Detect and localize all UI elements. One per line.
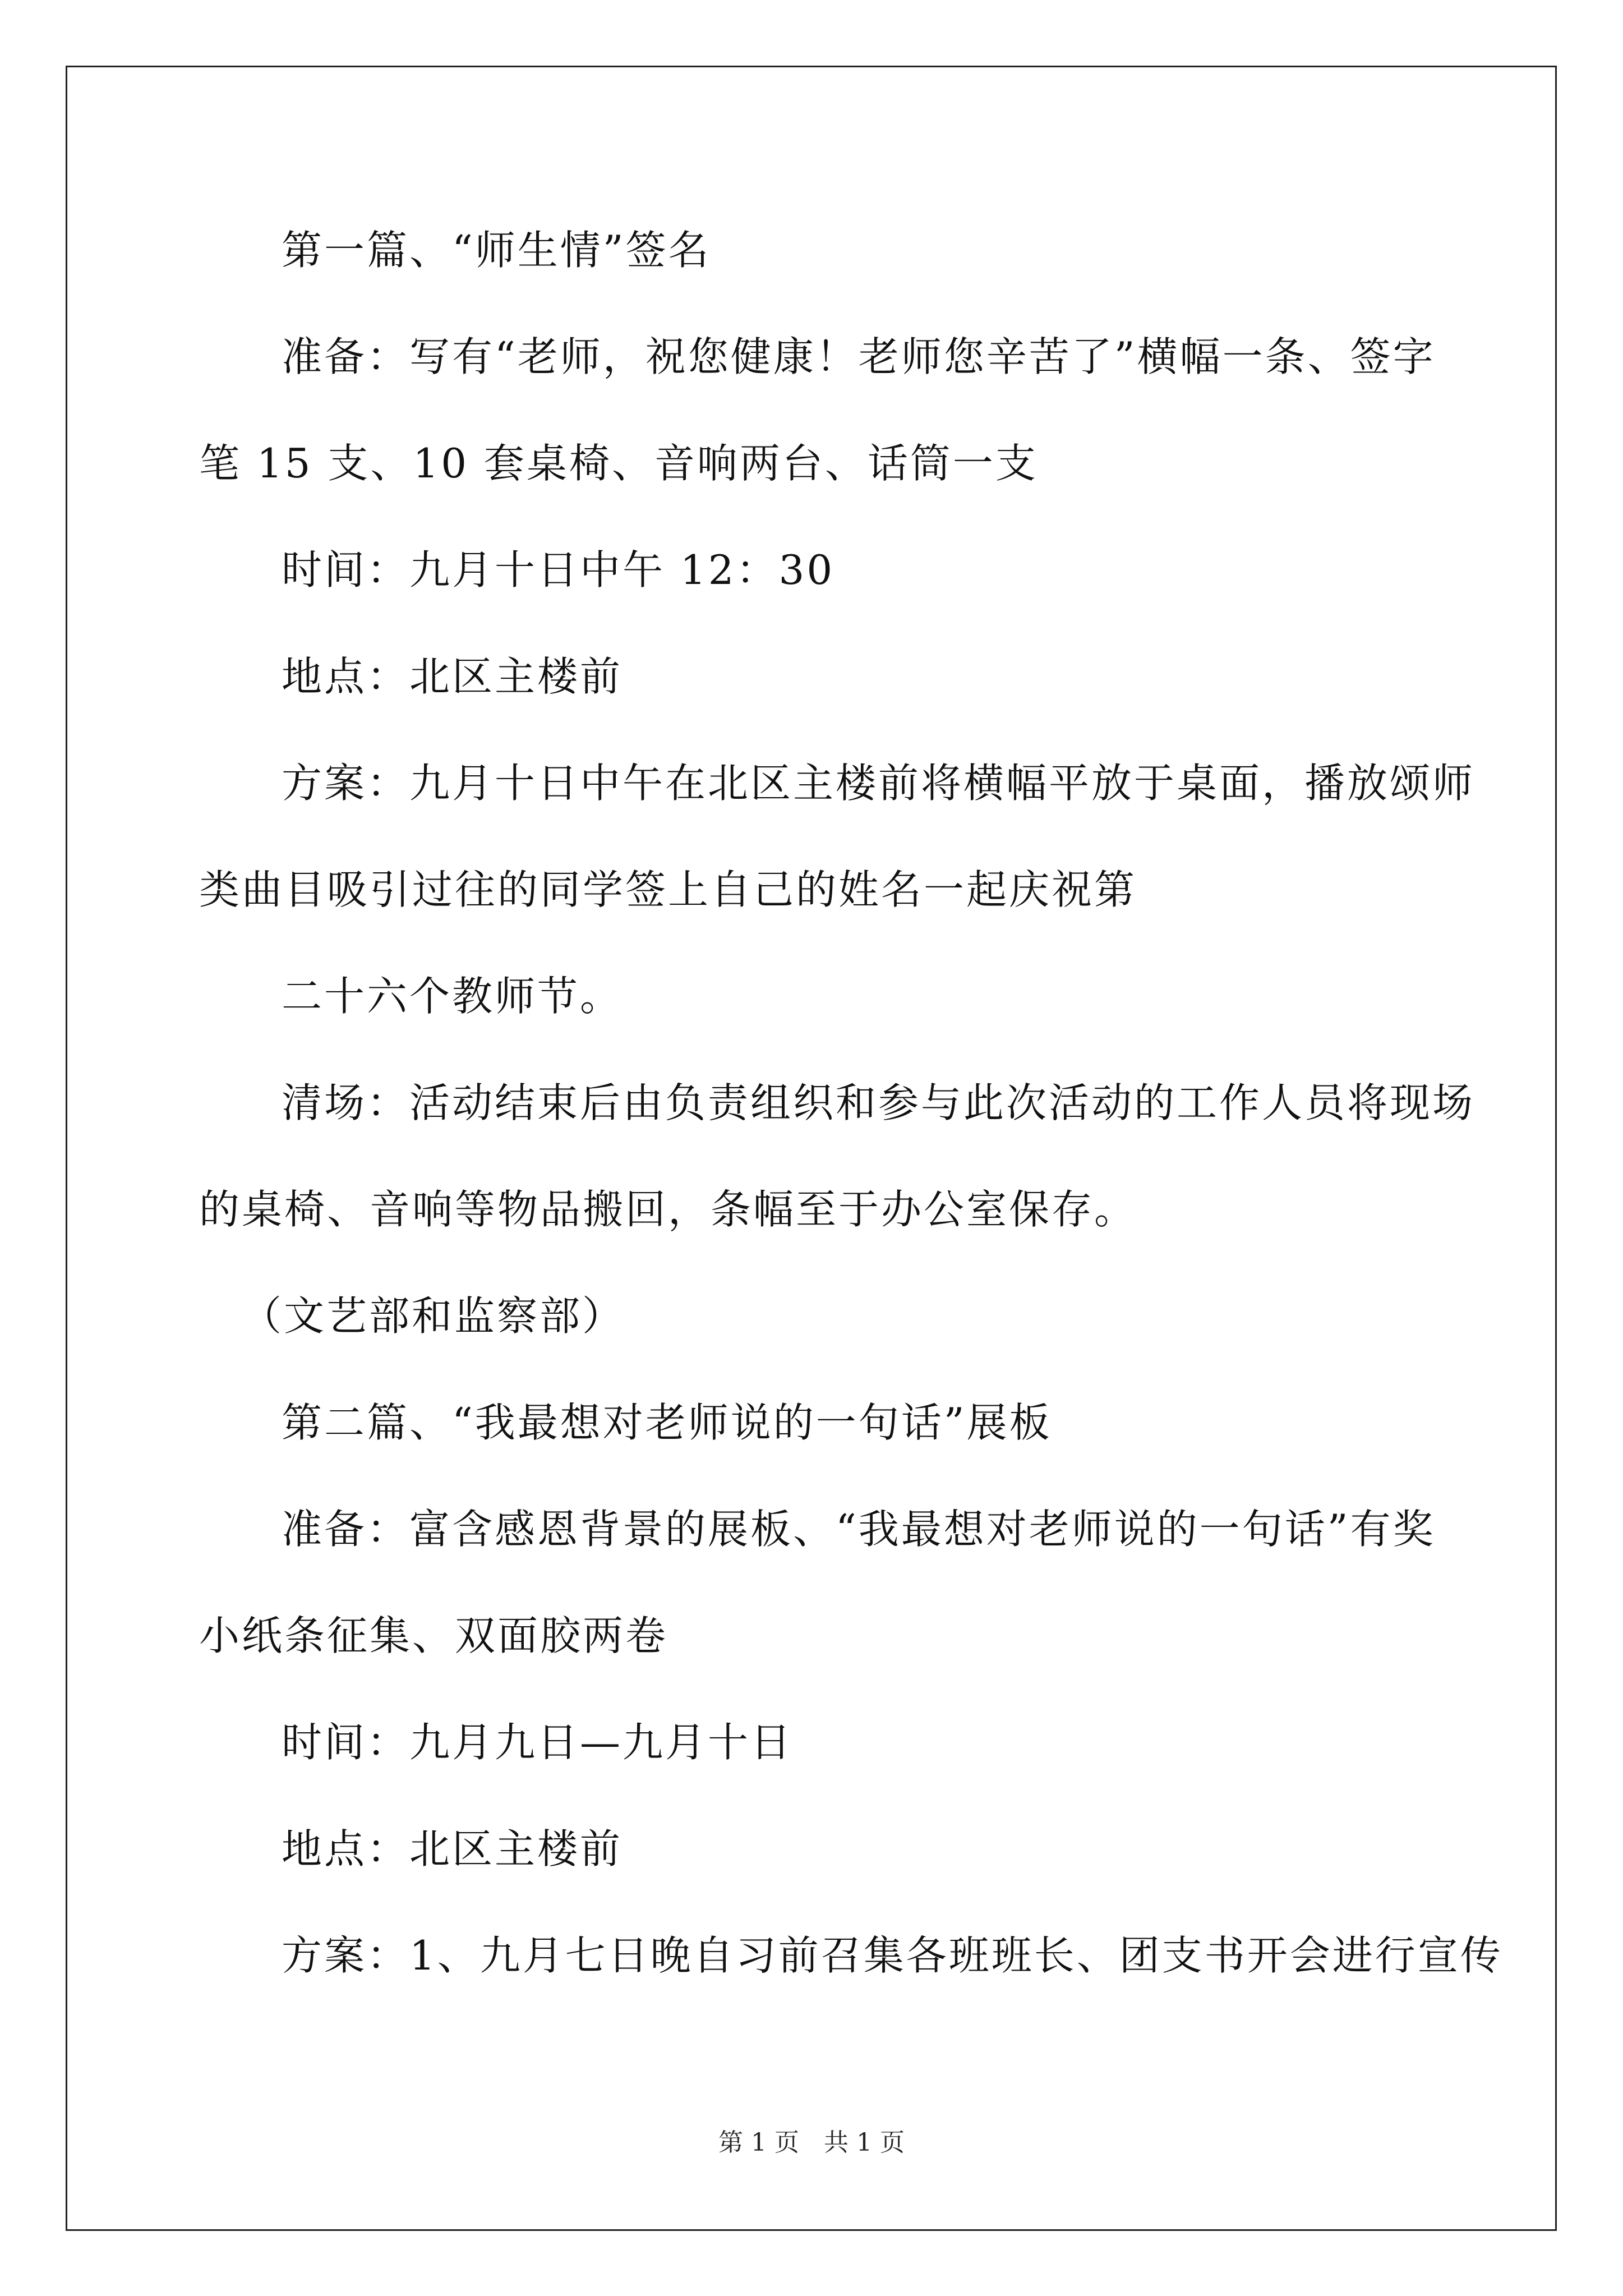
page-border [66,66,1557,2231]
section-1-cleanup-cont: 的桌椅、音响等物品搬回，条幅至于办公室保存。 [199,1186,1137,1233]
section-1-responsible: （文艺部和监察部） [241,1292,625,1340]
section-1-preparation-cont: 笔 15 支、10 套桌椅、音响两台、话筒一支 [199,440,1038,487]
section-1-plan-cont: 类曲目吸引过往的同学签上自己的姓名一起庆祝第 [199,866,1137,913]
section-1-time: 时间：九月十日中午 12：30 [282,546,835,593]
section-2-plan: 方案：1、九月七日晚自习前召集各班班长、团支书开会进行宣传 [282,1932,1503,1979]
section-1-plan: 方案：九月十日中午在北区主楼前将横幅平放于桌面，播放颂师 [282,760,1476,807]
section-1-cleanup: 清场：活动结束后由负责组织和参与此次活动的工作人员将现场 [282,1079,1476,1126]
section-2-time: 时间：九月九日—九月十日 [282,1719,794,1766]
section-1-plan-end: 二十六个教师节。 [282,973,623,1020]
section-2-preparation-cont: 小纸条征集、双面胶两卷 [199,1612,668,1659]
section-1-location: 地点：北区主楼前 [282,653,623,700]
section-2-title: 第二篇、“我最想对老师说的一句话”展板 [282,1399,1052,1446]
section-2-location: 地点：北区主楼前 [282,1825,623,1872]
section-2-preparation: 准备：富含感恩背景的展板、“我最想对老师说的一句话”有奖 [282,1506,1436,1553]
section-1-preparation: 准备：写有“老师，祝您健康！老师您辛苦了”横幅一条、签字 [282,333,1436,380]
page-footer: 第 1 页 共 1 页 [718,2128,905,2157]
section-1-title: 第一篇、“师生情”签名 [282,227,711,274]
